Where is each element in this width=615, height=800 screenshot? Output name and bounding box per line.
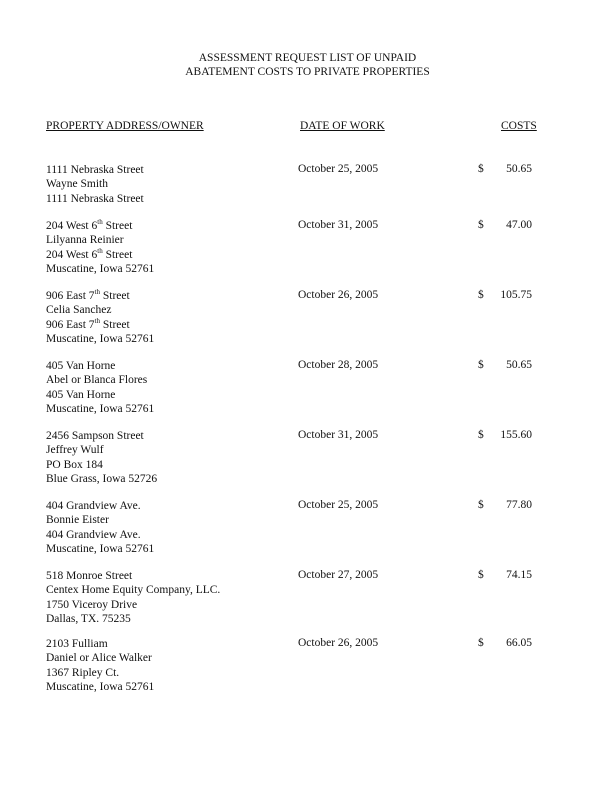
mailing-address: 405 Van Horne	[46, 388, 116, 401]
property-address: 2456 Sampson Street	[46, 430, 144, 442]
amount-value: 77.80	[506, 499, 532, 511]
date-of-work: October 26, 2005	[298, 637, 379, 649]
mailing-address: PO Box 184	[46, 458, 103, 471]
mailing-address: 1750 Viceroy Drive	[46, 598, 138, 611]
mailing-city: Muscatine, Iowa 52761	[46, 542, 155, 555]
title-line-1: ASSESSMENT REQUEST LIST OF UNPAID	[198, 52, 417, 64]
date-of-work: October 31, 2005	[298, 219, 379, 231]
header-property-address-owner: PROPERTY ADDRESS/OWNER	[46, 120, 204, 132]
mailing-city: Muscatine, Iowa 52761	[46, 680, 155, 693]
property-address: 906 East 7th Street	[46, 288, 130, 302]
property-address: 518 Monroe Street	[46, 570, 133, 582]
amount-value: 105.75	[500, 289, 532, 301]
property-address: 2103 Fulliam	[46, 638, 108, 650]
mailing-address: 204 West 6th Street	[46, 246, 133, 261]
mailing-city: Muscatine, Iowa 52761	[46, 402, 155, 415]
date-of-work: October 25, 2005	[298, 163, 379, 175]
currency-symbol: $	[478, 359, 484, 371]
owner-name: Lilyanna Reinier	[46, 234, 124, 247]
mailing-city: Muscatine, Iowa 52761	[46, 332, 155, 345]
header-costs: COSTS	[501, 120, 537, 132]
currency-symbol: $	[478, 163, 484, 175]
currency-symbol: $	[478, 569, 484, 581]
currency-symbol: $	[478, 637, 484, 649]
date-of-work: October 26, 2005	[298, 289, 379, 301]
currency-symbol: $	[478, 499, 484, 511]
document-title	[0, 51, 615, 79]
date-of-work: October 31, 2005	[298, 429, 379, 441]
currency-symbol: $	[478, 219, 484, 231]
owner-name: Daniel or Alice Walker	[46, 652, 152, 665]
owner-name: Celia Sanchez	[46, 304, 112, 317]
property-address: 404 Grandview Ave.	[46, 500, 141, 512]
amount-value: 47.00	[506, 219, 532, 231]
amount-value: 155.60	[500, 429, 532, 441]
owner-name: Wayne Smith	[46, 178, 108, 191]
property-address: 1111 Nebraska Street	[46, 164, 144, 176]
mailing-address: 906 East 7th Street	[46, 316, 130, 331]
mailing-address: 1111 Nebraska Street	[46, 192, 144, 205]
property-address: 405 Van Horne	[46, 360, 116, 372]
mailing-city: Blue Grass, Iowa 52726	[46, 472, 158, 485]
date-of-work: October 27, 2005	[298, 569, 379, 581]
amount-value: 74.15	[506, 569, 532, 581]
property-address: 204 West 6th Street	[46, 218, 133, 232]
owner-name: Centex Home Equity Company, LLC.	[46, 584, 221, 597]
amount-value: 66.05	[506, 637, 532, 649]
owner-name: Jeffrey Wulf	[46, 444, 104, 457]
date-of-work: October 25, 2005	[298, 499, 379, 511]
currency-symbol: $	[478, 289, 484, 301]
header-date-of-work: DATE OF WORK	[300, 120, 385, 132]
date-of-work: October 28, 2005	[298, 359, 379, 371]
mailing-address: 1367 Ripley Ct.	[46, 666, 120, 679]
title-line-2: ABATEMENT COSTS TO PRIVATE PROPERTIES	[185, 66, 430, 78]
mailing-city: Dallas, TX. 75235	[46, 612, 131, 625]
owner-name: Abel or Blanca Flores	[46, 374, 148, 387]
amount-value: 50.65	[506, 359, 532, 371]
currency-symbol: $	[478, 429, 484, 441]
amount-value: 50.65	[506, 163, 532, 175]
mailing-address: 404 Grandview Ave.	[46, 528, 141, 541]
owner-name: Bonnie Eister	[46, 514, 109, 527]
mailing-city: Muscatine, Iowa 52761	[46, 262, 155, 275]
